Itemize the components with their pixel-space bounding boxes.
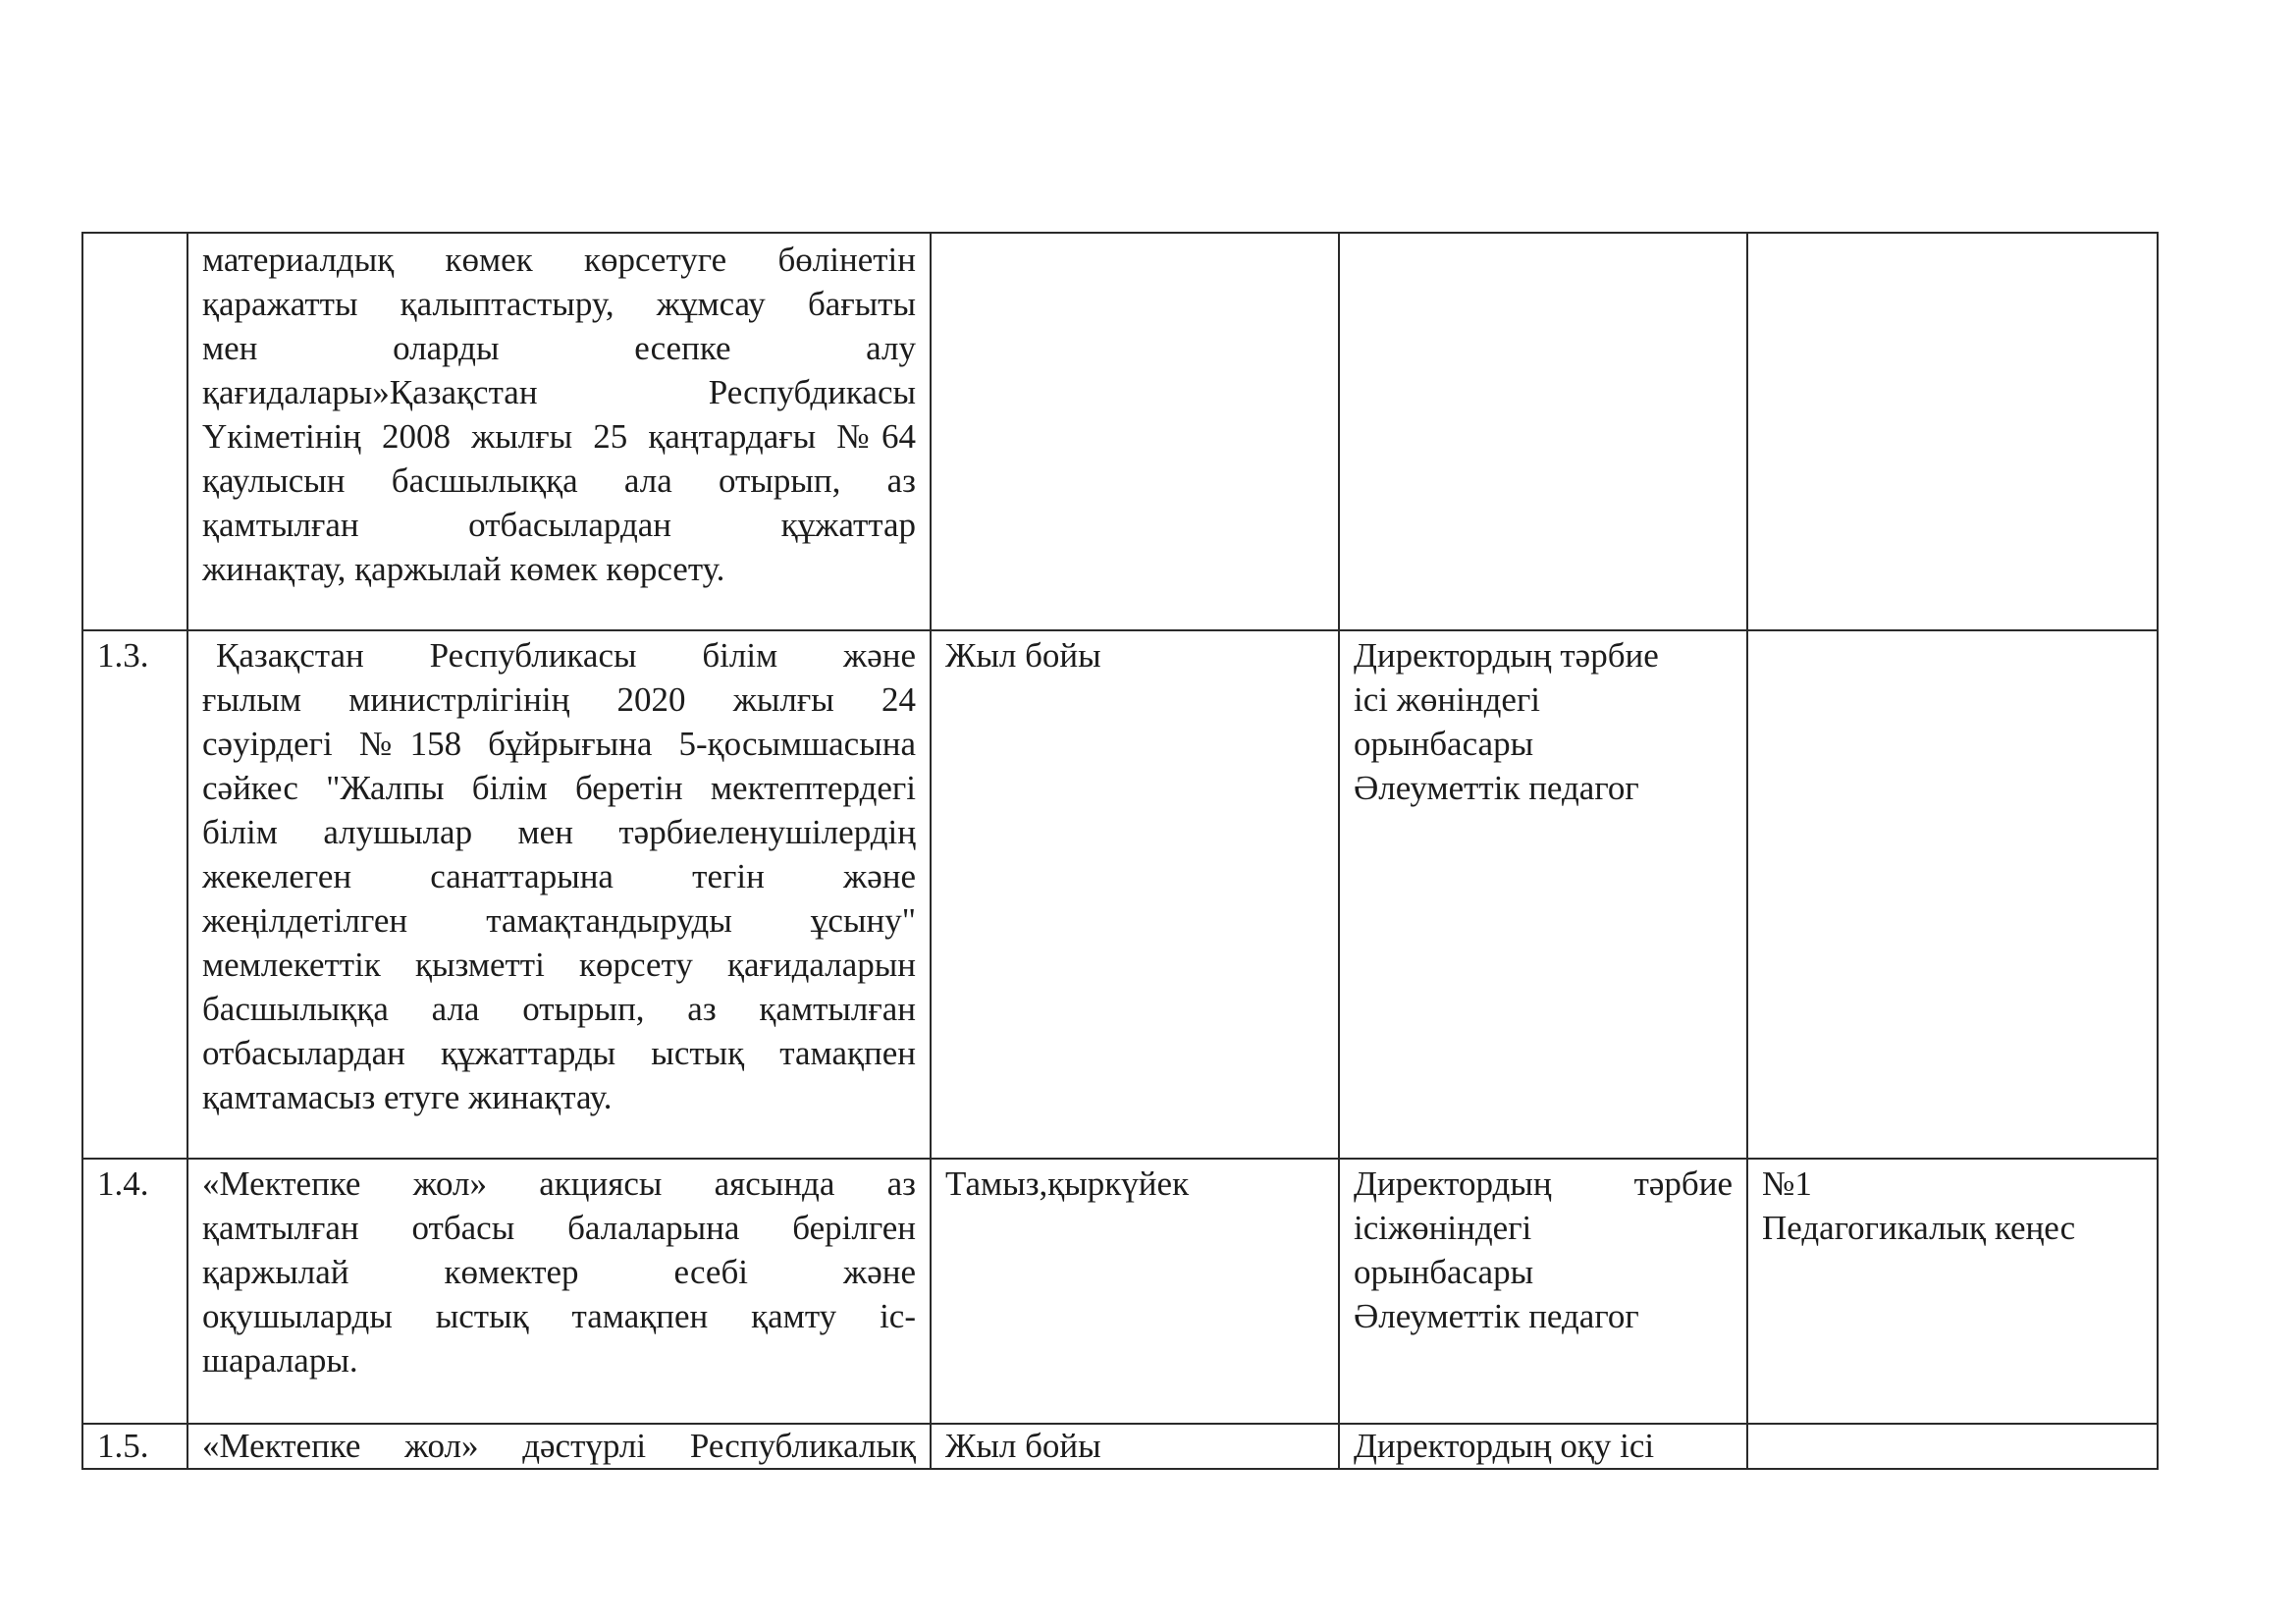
responsible-line: ісіжөніндегі <box>1354 1209 1532 1247</box>
description-line: қамтылған отбасы балаларына берілген <box>202 1209 916 1247</box>
responsible-line: орынбасары <box>1354 725 1534 763</box>
responsible-line: Әлеуметтік педагог <box>1354 1297 1639 1335</box>
outcome-line: №1 <box>1762 1164 1812 1203</box>
description-line: қағидалары»Қазақстан Респубдикасы <box>202 373 916 411</box>
description-line: білім алушылар мен тәрбиеленушілердің <box>202 813 916 851</box>
outcome-cell <box>1747 233 2158 630</box>
outcome-cell <box>1747 1159 2158 1424</box>
plan-table <box>81 232 2159 1470</box>
responsible-line: Директордың тәрбие <box>1354 1164 1733 1203</box>
table-row <box>82 233 2158 630</box>
description-line: жекелеген санаттарына тегін және <box>202 857 916 895</box>
description-line: мен оларды есепке алу <box>202 329 916 367</box>
table-row <box>82 630 2158 1159</box>
outcome-cell <box>1747 1424 2158 1469</box>
responsible-line: Директордың оқу ісі <box>1354 1427 1655 1465</box>
timing-cell <box>931 233 1339 630</box>
responsible-cell <box>1339 233 1747 630</box>
description-line: сәйкес "Жалпы білім беретін мектептердегі <box>202 769 916 807</box>
timing-cell: Тамыз,қыркүйек <box>931 1159 1339 1424</box>
description-line: қамтылған отбасылардан құжаттар <box>202 506 916 544</box>
description-line: отбасылардан құжаттарды ыстық тамақпен <box>202 1034 916 1072</box>
description-line: Үкіметінің 2008 жылғы 25 қаңтардағы №64 <box>202 417 916 456</box>
description-line: «Мектепке жол» дәстүрлі Республикалық <box>202 1427 916 1465</box>
description-line: мемлекеттік қызметті көрсету қағидаларын <box>202 946 916 984</box>
responsible-cell <box>1339 630 1747 1159</box>
description-line: сәуірдегі №158 бұйрығына 5-қосымшасына <box>202 725 916 763</box>
row-number-cell: 1.5. <box>82 1424 187 1469</box>
responsible-line: Әлеуметтік педагог <box>1354 769 1639 807</box>
responsible-line: Директордың тәрбие <box>1354 636 1659 675</box>
description-line: «Мектепке жол» акциясы аясында аз <box>202 1164 916 1203</box>
table-row <box>82 1159 2158 1424</box>
description-line: ғылым министрлігінің 2020 жылғы 24 <box>202 680 916 719</box>
description-line: басшылыққа ала отырып, аз қамтылған <box>202 990 916 1028</box>
outcome-cell <box>1747 630 2158 1159</box>
description-line: қаражатты қалыптастыру, жұмсау бағыты <box>202 285 916 323</box>
table-row <box>82 1424 2158 1469</box>
description-line: материалдық көмек көрсетуге бөлінетін <box>202 241 916 279</box>
description-line: Қазақстан Республикасы білім және <box>216 636 916 675</box>
description-cell <box>187 1424 931 1469</box>
description-line: жеңілдетілген тамақтандыруды ұсыну" <box>202 901 916 940</box>
timing-cell: Жыл бойы <box>931 1424 1339 1469</box>
responsible-line: орынбасары <box>1354 1253 1534 1291</box>
row-number-cell <box>82 233 187 630</box>
description-line: жинақтау, қаржылай көмек көрсету. <box>202 550 725 588</box>
description-line: қамтамасыз етуге жинақтау. <box>202 1078 613 1116</box>
description-cell <box>187 233 931 630</box>
description-line: оқушыларды ыстық тамақпен қамту іс- <box>202 1297 916 1335</box>
responsible-cell <box>1339 1159 1747 1424</box>
outcome-line: Педагогикалық кеңес <box>1762 1209 2076 1247</box>
description-cell <box>187 1159 931 1424</box>
description-cell <box>187 630 931 1159</box>
row-number-cell: 1.4. <box>82 1159 187 1424</box>
row-number-cell: 1.3. <box>82 630 187 1159</box>
responsible-line: ісі жөніндегі <box>1354 680 1541 719</box>
timing-cell: Жыл бойы <box>931 630 1339 1159</box>
description-line: қаржылай көмектер есебі және <box>202 1253 916 1291</box>
description-line: шаралары. <box>202 1341 358 1380</box>
description-line: қаулысын басшылыққа ала отырып, аз <box>202 461 916 500</box>
responsible-cell <box>1339 1424 1747 1469</box>
